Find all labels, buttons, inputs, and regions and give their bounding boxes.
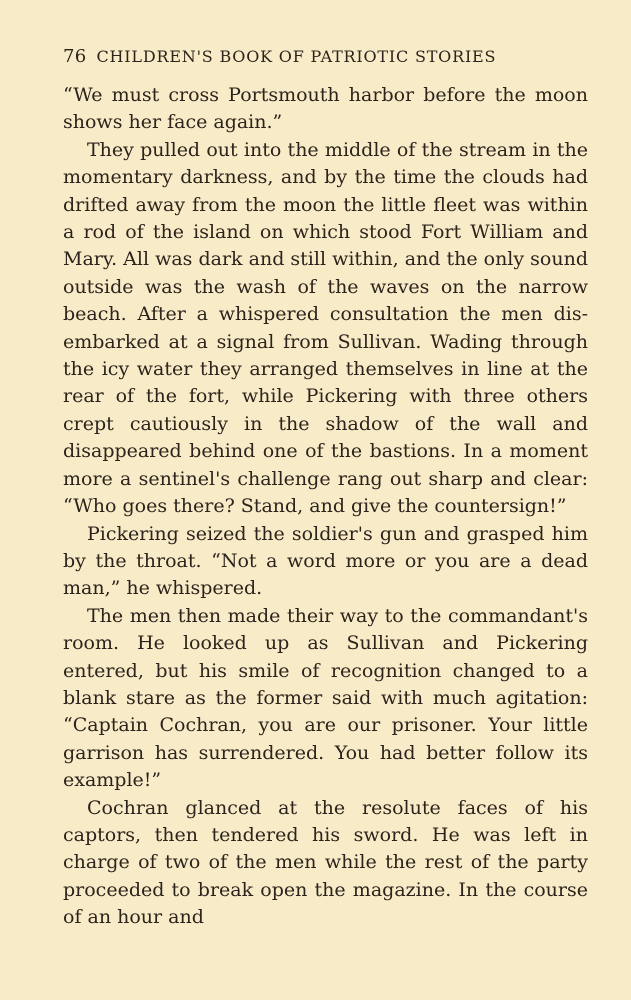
body-text	[63, 82, 588, 932]
paragraph-1: “We must cross Portsmouth harbor before the moon shows her face again.”	[63, 84, 588, 134]
paragraph-5: Cochran glanced at the resolute faces of his captors, then tendered his sword. He was left in charge of two of the men while the rest of the party proceeded to break open the magazine. In the course of an hour and	[63, 796, 588, 929]
running-head	[63, 46, 588, 68]
running-title: CHILDREN'S BOOK OF PATRIOTIC STORIES	[96, 47, 497, 66]
paragraph-2: They pulled out into the middle of the stream in the momentary darkness, and by the time the clouds had drifted away from the moon the little fleet was within a rod of the island on which stood Fort William and Mary. All was dark and still within, and the only sound outside was the wash of the waves on the narrow beach. After a whispered consultation the men disembarked at a signal from Sullivan. Wading through the icy water they arranged themselves in line at the rear of the fort, while Pickering with three others crept cautiously in the shadow of the wall and disappeared behind one of the bastions. In a moment more a sentinel's challenge rang out sharp and clear: “Who goes there? Stand, and give the countersign!”	[63, 138, 588, 518]
paragraph-4: The men then made their way to the commandant's room. He looked up as Sullivan and Pickering entered, but his smile of recognition changed to a blank stare as the former said with much agitation: “Captain Cochran, you are our prisoner. Your little garrison has surrendered. You had better follow its example!”	[63, 604, 588, 792]
page-number: 76	[63, 46, 87, 67]
paragraph-3: Pickering seized the soldier's gun and grasped him by the throat. “Not a word more or you are a dead man,” he whispered.	[63, 522, 588, 600]
